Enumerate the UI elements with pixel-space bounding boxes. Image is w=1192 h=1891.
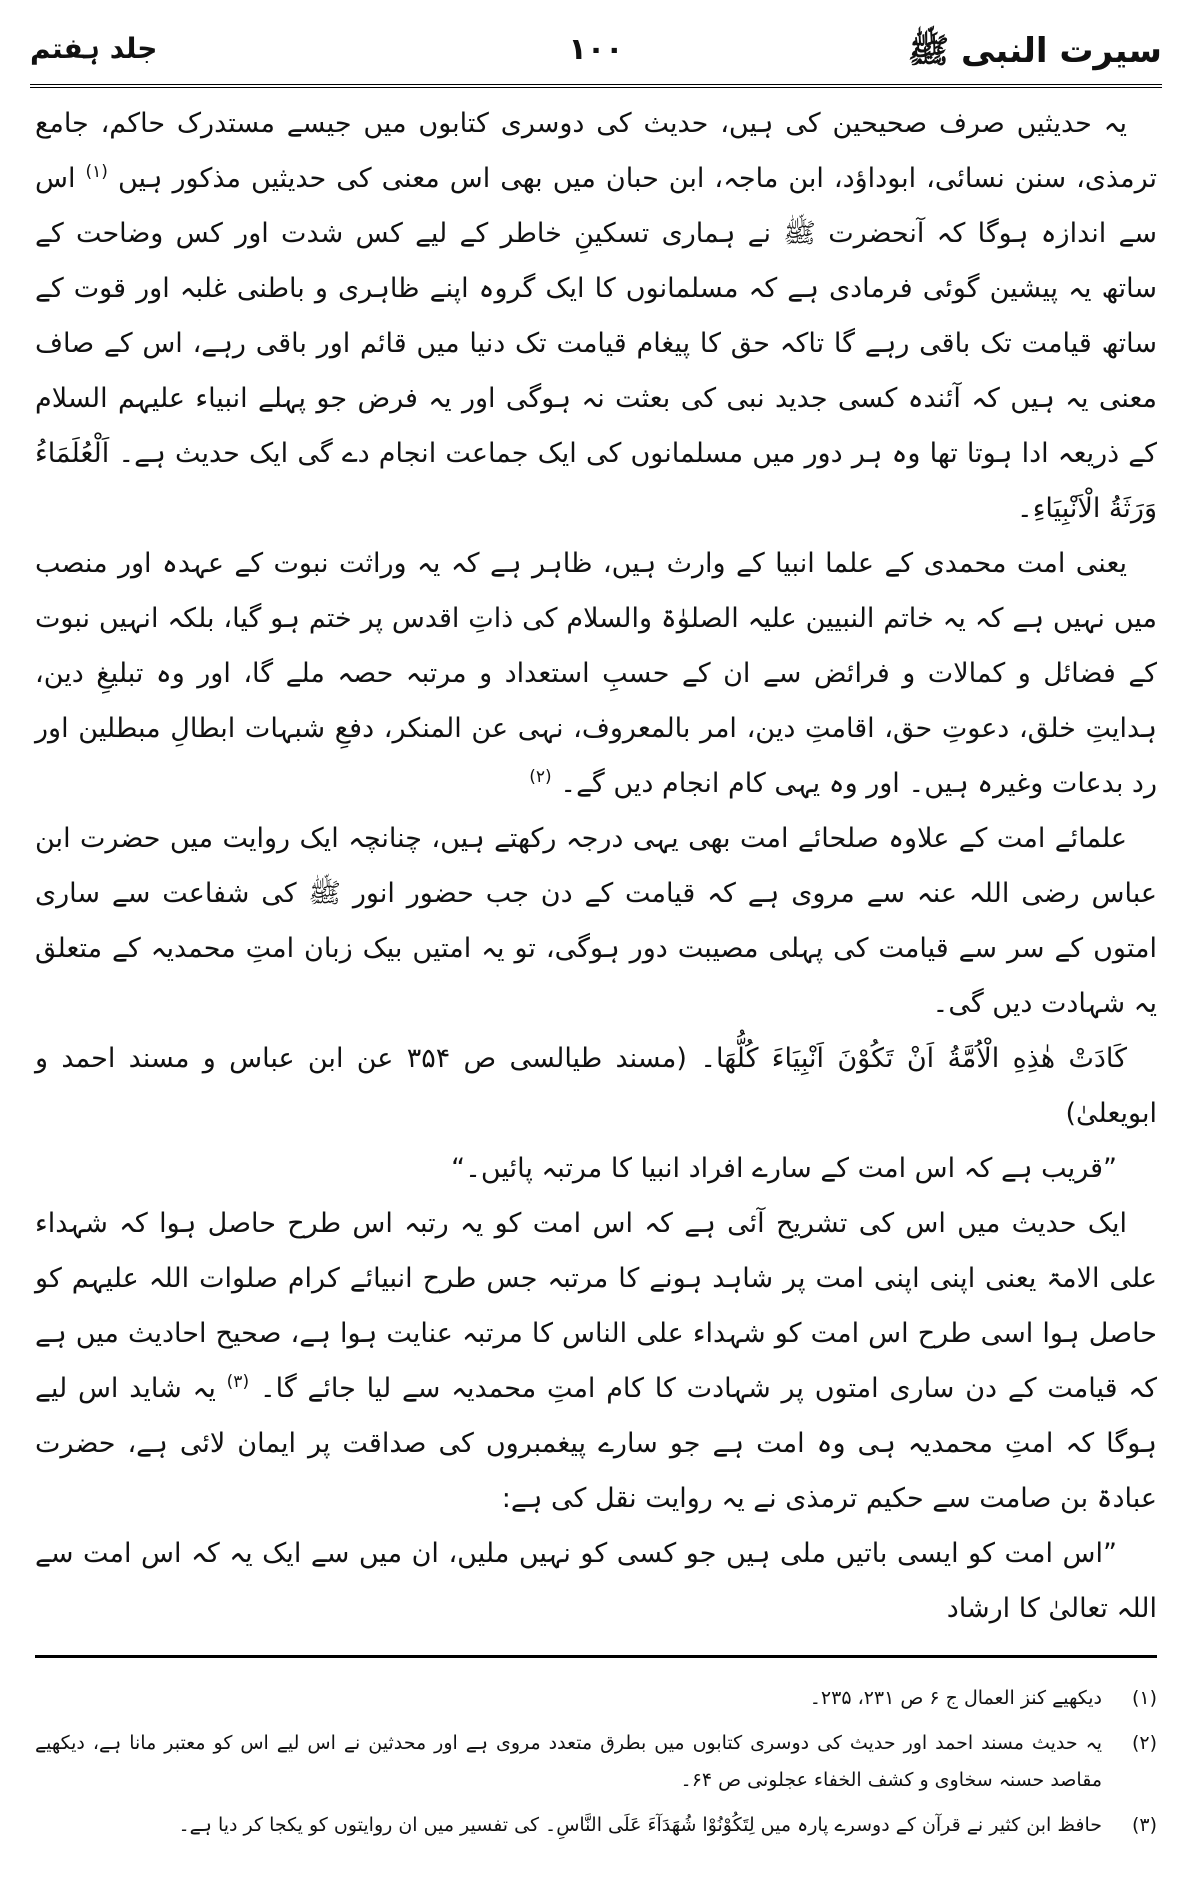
footnote-number: (۲) xyxy=(1131,1732,1157,1754)
footnote-text: دیکھیے کنز العمال ج ۶ ص ۲۳۱، ۲۳۵۔ xyxy=(809,1687,1102,1709)
paragraph-3: علمائے امت کے علاوہ صلحائے امت بھی یہی درجہ رکھتے ہیں، چنانچہ ایک روایت میں حضرت ابن عباس رضی اللہ عنہ سے مروی ہے کہ قیامت کے دن جب حضور انور ﷺ کی شفاعت سے ساری امتوں کے سر سے قیامت کی پہلی مصیبت دور ہوگی، تو یہ امتیں بیک زبان امتِ محمدیہ کے متعلق یہ شہادت دیں گی۔ xyxy=(35,823,1157,1019)
footnote-text: حافظ ابن کثیر نے قرآن کے دوسرے پارہ میں لِتَكُوْنُوْا شُهَدَآءَ عَلَى النَّاسِ۔ کی تفسیر میں ان روایتوں کو یکجا کر دیا ہے۔ xyxy=(178,1814,1102,1836)
footnote-ref-1: (۱) xyxy=(85,162,108,182)
header-divider xyxy=(30,84,1162,88)
footnote-item xyxy=(35,1680,1157,1717)
footnote-item xyxy=(35,1725,1157,1799)
footnote-ref-2: (۲) xyxy=(529,767,552,787)
paragraph-2 xyxy=(35,536,1157,811)
paragraph-7: ”اس امت کو ایسی باتیں ملی ہیں جو کسی کو نہیں ملیں، ان میں سے ایک یہ کہ اس امت سے اللہ تعالیٰ کا ارشاد xyxy=(35,1538,1157,1624)
main-text xyxy=(35,96,1157,1636)
book-title: سیرت النبی ﷺ xyxy=(908,31,1162,71)
paragraph-2-text: یعنی امت محمدی کے علما انبیا کے وارث ہیں، ظاہر ہے کہ یہ وراثت نبوت کے عہدہ اور منصب میں نہیں ہے کہ یہ خاتم النبیین علیہ الصلوٰۃ والسلام کی ذاتِ اقدس پر ختم ہو گیا، بلکہ انہیں نبوت کے فضائل و کمالات و فرائض سے ان کے حسبِ استعداد و مرتبہ حصہ ملے گا، اور وہ تبلیغِ دین، ہدایتِ خلق، دعوتِ حق، اقامتِ دین، امر بالمعروف، نہی عن المنکر، دفعِ شبہات ابطالِ مبطلین اور رد بدعات وغیرہ ہیں۔ اور وہ یہی کام انجام دیں گے۔ xyxy=(35,548,1157,799)
volume-label: جلد ہفتم xyxy=(30,32,158,65)
paragraph-1 xyxy=(35,96,1157,536)
paragraph-1-continued: اس سے اندازہ ہوگا کہ آنحضرت ﷺ نے ہماری تسکینِ خاطر کے لیے کس شدت اور کس وضاحت کے ساتھ یہ پیشین گوئی فرمادی ہے کہ مسلمانوں کا ایک گروہ اپنے ظاہری و باطنی غلبہ اور قوت کے ساتھ قیامت تک باقی رہے گا تاکہ حق کا پیغام قیامت تک دنیا میں قائم اور باقی رہے، اس کے صاف معنی یہ ہیں کہ آئندہ کسی جدید نبی کی بعثت نہ ہوگی اور یہ فرض جو پہلے انبیاء علیہم السلام کے ذریعہ ادا ہوتا تھا وہ ہر دور میں مسلمانوں کی ایک جماعت انجام دے گی ایک حدیث ہے۔ اَلْعُلَمَاءُ وَرَثَةُ الْاَنْبِيَاءِ۔ xyxy=(35,163,1157,524)
footnote-text: یہ حدیث مسند احمد اور حدیث کی دوسری کتابوں میں بطرق متعدد مروی ہے اور محدثین نے اس لیے اس کو معتبر مانا ہے، دیکھیے مقاصد حسنہ سخاوی و کشف الخفاء عجلونی ص ۶۴۔ xyxy=(35,1732,1102,1791)
paragraph-6 xyxy=(35,1196,1157,1526)
footnote-divider xyxy=(35,1655,1157,1658)
paragraph-1-text: یہ حدیثیں صرف صحیحین کی ہیں، حدیث کی دوسری کتابوں میں جیسے مستدرک حاکم، جامع ترمذی، سنن نسائی، ابوداؤد، ابن ماجہ، ابن حبان میں بھی اس معنی کی حدیثیں مذکور ہیں xyxy=(35,108,1157,194)
footnote-item xyxy=(35,1807,1157,1844)
paragraph-6-continued: یہ شاید اس لیے ہوگا کہ امتِ محمدیہ ہی وہ امت ہے جو سارے پیغمبروں کی صداقت پر ایمان لائی ہے، حضرت عبادۃ بن صامت سے حکیم ترمذی نے یہ روایت نقل کی ہے: xyxy=(35,1373,1157,1514)
page-header xyxy=(30,22,1162,84)
footnote-number: (۳) xyxy=(1131,1814,1157,1836)
page-number: ۱۰۰ xyxy=(568,32,624,67)
arabic-hadith: كَادَتْ هٰذِهِ الْاُمَّةُ اَنْ تَكُوْنَ اَنْبِيَاءَ كُلُّهَا۔ (مسند طیالسی ص ۳۵۴ عن ابن عباس و مسند احمد و ابویعلیٰ) xyxy=(35,1043,1157,1129)
translation-quote: ”قریب ہے کہ اس امت کے سارے افراد انبیا کا مرتبہ پائیں۔“ xyxy=(451,1153,1117,1184)
footnote-number: (۱) xyxy=(1131,1687,1157,1709)
footnote-ref-3: (۳) xyxy=(226,1372,250,1392)
footnotes xyxy=(35,1680,1157,1852)
paragraph-6-text: ایک حدیث میں اس کی تشریح آئی ہے کہ اس امت کو یہ رتبہ اس طرح حاصل ہوا کہ شہداء علی الامۃ یعنی اپنی اپنی امت پر شاہد ہونے کا مرتبہ جس طرح انبیائے کرام صلوات اللہ علیہم کو حاصل ہوا اسی طرح اس امت کو شہداء علی الناس کا مرتبہ عنایت ہوا ہے، صحیح احادیث میں ہے کہ قیامت کے دن ساری امتوں پر شہادت کا کام امتِ محمدیہ سے لیا جائے گا۔ xyxy=(35,1208,1157,1404)
